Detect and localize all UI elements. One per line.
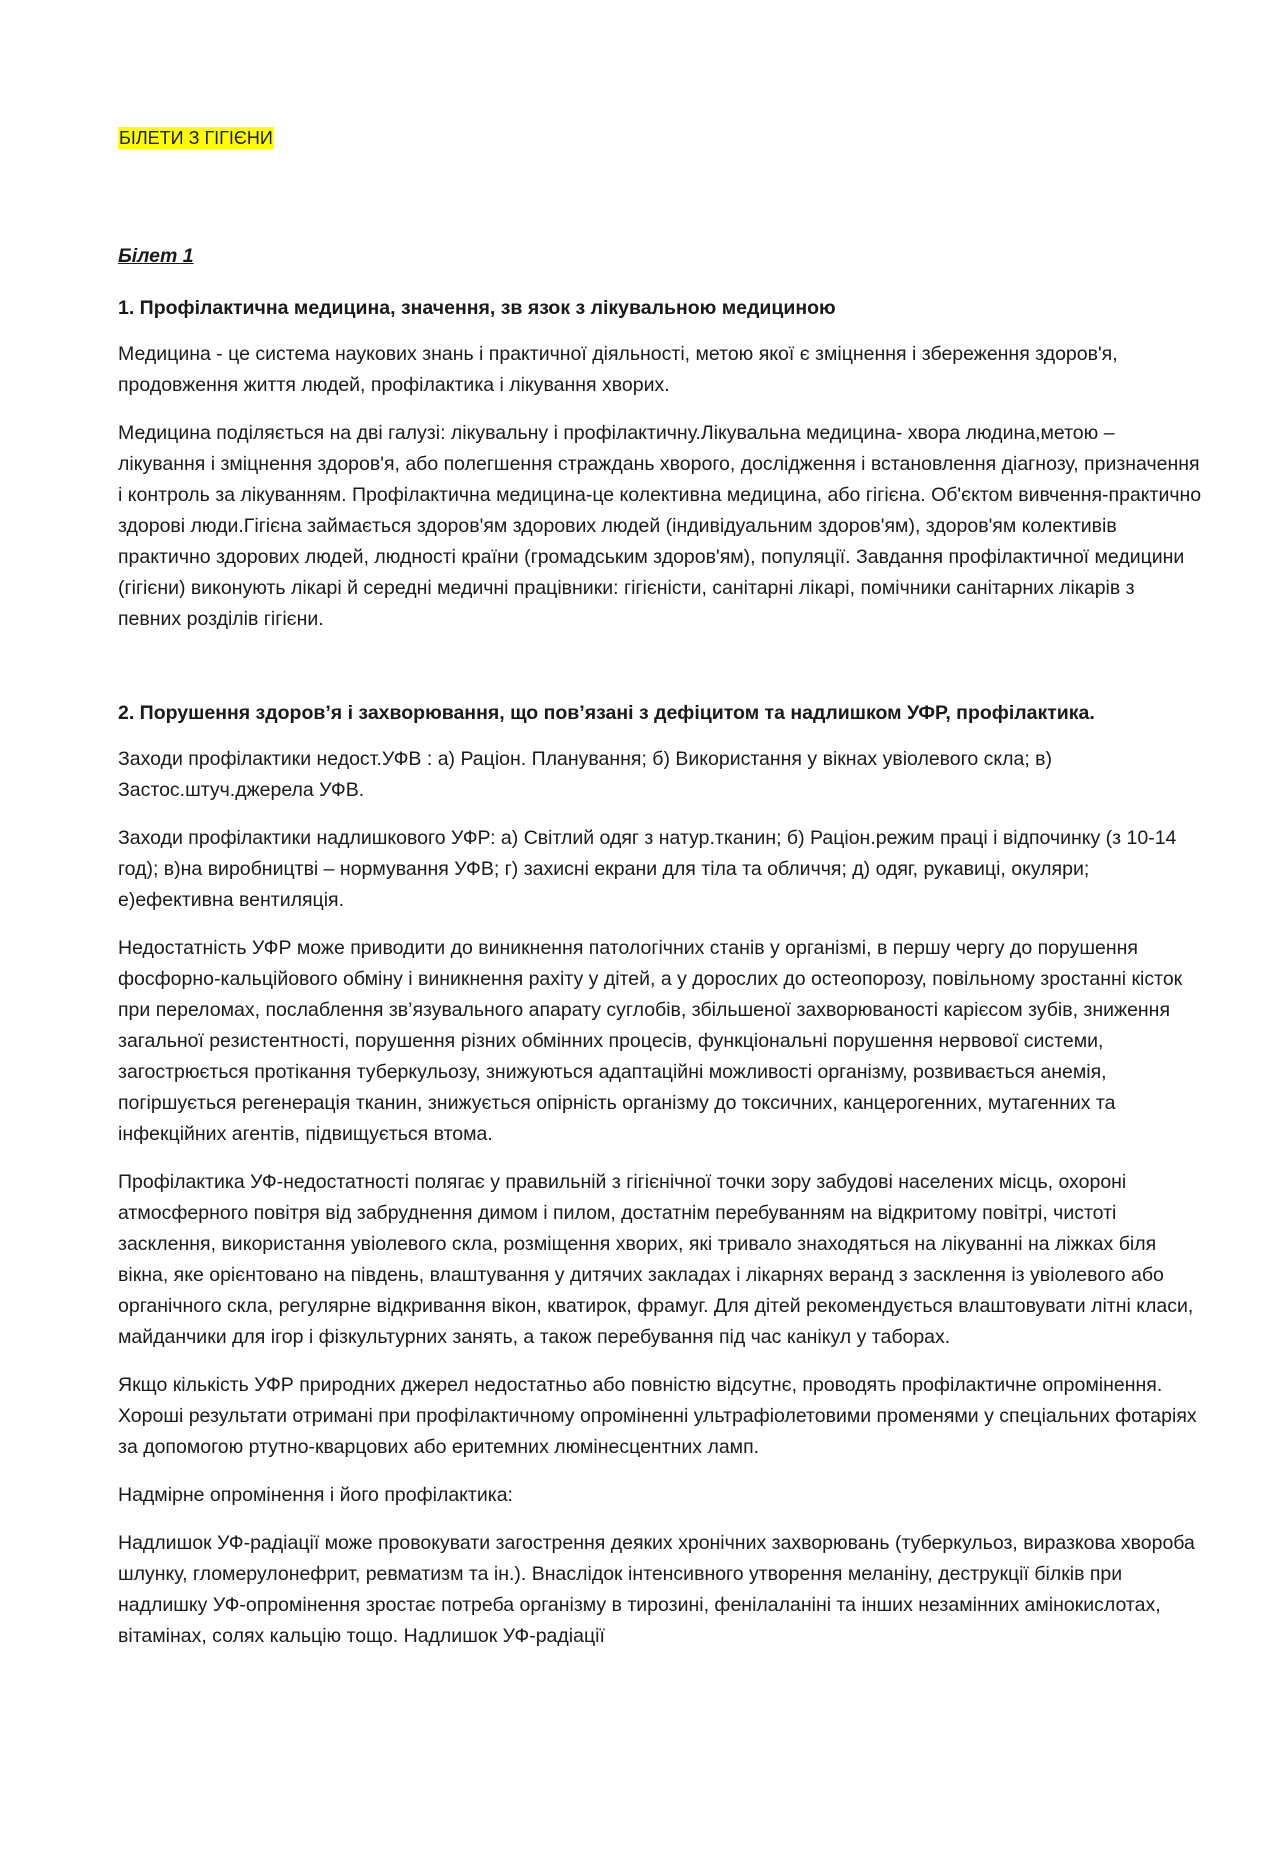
question-2-paragraph: Надлишок УФ-радіації може провокувати загострення деяких хронічних захворювань (туберкульоз, виразкова хвороба шлунку, гломерулонефрит, ревматизм та ін.). Внаслідок інтенсивного утворення меланіну, деструкції білків при надлишку УФ-опромінення зростає потреба організму в тирозині, фенілаланіні та інших незамінних амінокислотах, вітамінах, солях кальцію тощо. Надлишок УФ-радіації (118, 1532, 1195, 1647)
question-2-paragraph: Якщо кількість УФР природних джерел недостатньо або повністю відсутнє, проводять профілактичне опромінення. Хороші результати отримані при профілактичному опроміненні ультрафіолетовими променями у спеціальних фотаріях за допомогою ртутно-кварцових або еритемних люмінесцентних ламп. (118, 1374, 1197, 1458)
question-1-heading: 1. Профілактична медицина, значення, зв язок з лікувальною медициною (118, 297, 836, 319)
highlighted-title-text: БІЛЕТИ З ГІГІЄНИ (119, 128, 273, 148)
ticket-label: Білет 1 (118, 245, 194, 267)
question-2-paragraph: Надмірне опромінення і його профілактика: (118, 1484, 513, 1506)
question-2-paragraph: Профілактика УФ-недостатності полягає у правильній з гігієнічної точки зору забудові населених місць, охороні атмосферного повітря від забруднення димом і пилом, достатнім перебуванням на відкритому повітрі, чистоті засклення, використання увіолевого скла, розміщення хворих, які тривало знаходяться на лікуванні на ліжках біля вікна, яке орієнтовано на південь, влаштування у дитячих закладах і лікарнях веранд з засклення із увіолевого або органічного скла, регулярне відкривання вікон, кватирок, фрамуг. Для дітей рекомендується влаштовувати літні класи, майданчики для ігор і фізкультурних занять, а також перебування під час канікул у таборах. (118, 1171, 1194, 1348)
question-1-paragraph: Медицина - це система наукових знань і практичної діяльності, метою якої є зміцнення і збереження здоров'я, продовження життя людей, профілактика і лікування хворих. (118, 343, 1118, 396)
question-1-paragraph: Медицина поділяється на дві галузі: лікувальну і профілактичну.Лікувальна медицина- хвора людина,метою – лікування і зміцнення здоров'я, або полегшення страждань хворого, дослідження і встановлення діагнозу, призначення і контроль за лікуванням. Профілактична медицина-це колективна медицина, або гігієна. Об'єктом вивчення-практично здорові люди.Гігієна займається здоров'ям здорових людей (індивідуальним здоров'ям), здоров'ям колективів практично здорових людей, людності країни (громадським здоров'ям), популяції. Завдання профілактичної медицини (гігієни) виконують лікарі й середні медичні працівники: гігієністи, санітарні лікарі, помічники санітарних лікарів з певних розділів гігієни. (118, 422, 1202, 630)
question-2-paragraph: Заходи профілактики надлишкового УФР: а) Світлий одяг з натур.тканин; б) Раціон.режим праці і відпочинку (з 10-14 год); в)на виробництві – нормування УФВ; г) захисні екрани для тіла та обличчя; д) одяг, рукавиці, окуляри; е)ефективна вентиляція. (118, 827, 1177, 911)
document-title (118, 124, 1203, 152)
document-body (118, 124, 1203, 1652)
question-2-paragraph: Недостатність УФР може приводити до виникнення патологічних станів у організмі, в першу чергу до порушення фосфорно-кальційового обміну і виникнення рахіту у дітей, а у дорослих до остеопорозу, повільному зростанні кісток при переломах, послаблення зв’язувального апарату суглобів, збільшеної захворюваності карієсом зубів, зниження загальної резистентності, порушення різних обмінних процесів, функціональні порушення нервової системи, загострюється протікання туберкульозу, знижуються адаптаційні можливості організму, розвивається анемія, погіршується регенерація тканин, знижується опірність організму до токсичних, канцерогенних, мутагенних та інфекційних агентів, підвищується втома. (118, 937, 1183, 1145)
question-2-heading: 2. Порушення здоров’я і захворювання, що пов’язані з дефіцитом та надлишком УФР, профілактика. (118, 702, 1095, 724)
question-2-paragraph: Заходи профілактики недост.УФВ : а) Раціон. Планування; б) Використання у вікнах увіолевого скла; в) Застос.штуч.джерела УФВ. (118, 748, 1053, 801)
